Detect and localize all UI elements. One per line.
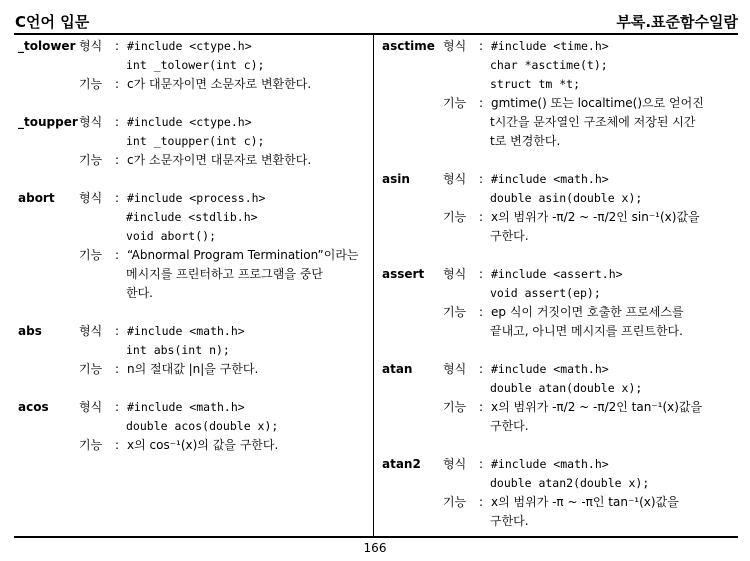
function-row [79,151,127,170]
function-name: acos [18,400,49,414]
colon-mark: : [115,39,120,53]
function-name: abort [18,191,55,205]
description-line: x의 cos⁻¹(x)의 값을 구한다. [127,438,279,452]
colon-mark: : [115,324,120,338]
top-rule [14,33,738,35]
description-line: 구한다. [490,229,529,243]
form-label: 형식 [79,191,103,205]
form-label: 형식 [443,457,467,471]
function-label: 기능 [79,362,103,376]
description-line: ep 식이 거짓이면 호출한 프로세스를 [491,305,684,319]
function-row [443,493,491,512]
form-row [79,322,127,341]
function-label: 기능 [443,305,467,319]
form-row [79,189,127,208]
form-row [79,113,127,132]
function-name: asctime [382,39,435,53]
function-row [443,208,491,227]
book-title: C언어 입문 [15,13,90,31]
colon-mark: : [479,267,484,281]
function-name: abs [18,324,42,338]
description-line: x의 범위가 -π ~ -π인 tan⁻¹(x)값을 [491,495,679,509]
form-label: 형식 [443,172,467,186]
syntax-line: #include <stdlib.h> [126,210,258,224]
column-divider [373,35,374,536]
syntax-line: #include <math.h> [491,457,609,471]
form-row [443,170,491,189]
syntax-line: #include <assert.h> [491,267,623,281]
colon-mark: : [115,248,120,262]
description-line: t시간을 문자열인 구조체에 저장된 시간 [490,115,696,129]
syntax-line: #include <math.h> [491,172,609,186]
description-line: c가 소문자이면 대문자로 변환한다. [127,153,312,167]
function-name: _tolower [18,39,76,53]
function-name: _toupper [18,115,78,129]
page-number: 166 [363,541,387,555]
function-label: 기능 [443,400,467,414]
description-line: n의 절대값 |n|을 구한다. [127,362,259,376]
colon-mark: : [115,400,120,414]
section-title: 부록.표준함수일람 [616,13,738,31]
function-label: 기능 [79,248,103,262]
bottom-rule [14,536,738,538]
syntax-line: double asin(double x); [490,191,643,205]
syntax-line: char *asctime(t); [490,58,608,72]
description-line: 구한다. [490,514,529,528]
description-line: gmtime() 또는 localtime()으로 얻어진 [491,96,704,110]
description-line: t로 변경한다. [490,134,561,148]
syntax-line: void abort(); [126,229,217,243]
syntax-line: struct tm *t; [490,77,581,91]
form-row [443,360,491,379]
syntax-line: #include <time.h> [491,39,609,53]
syntax-line: #include <process.h> [127,191,266,205]
description-line: c가 대문자이면 소문자로 변환한다. [127,77,312,91]
syntax-line: #include <math.h> [491,362,609,376]
form-label: 형식 [79,115,103,129]
syntax-line: #include <math.h> [127,400,245,414]
function-name: assert [382,267,425,281]
colon-mark: : [479,39,484,53]
colon-mark: : [479,362,484,376]
colon-mark: : [479,96,484,110]
description-line: 한다. [126,286,153,300]
form-row [79,398,127,417]
description-line: “Abnormal Program Termination”이라는 [127,248,359,262]
syntax-line: #include <ctype.h> [127,115,252,129]
description-line: x의 범위가 -π/2 ~ -π/2인 sin⁻¹(x)값을 [491,210,700,224]
description-line: 메시지를 프린터하고 프로그램을 중단 [126,267,323,281]
function-label: 기능 [79,153,103,167]
form-label: 형식 [443,267,467,281]
colon-mark: : [115,153,120,167]
function-row [443,398,491,417]
function-name: atan [382,362,413,376]
function-row [79,246,127,265]
syntax-line: int abs(int n); [126,343,230,357]
form-row [443,455,491,474]
colon-mark: : [115,77,120,91]
syntax-line: double atan(double x); [490,381,643,395]
colon-mark: : [479,400,484,414]
colon-mark: : [115,438,120,452]
colon-mark: : [479,495,484,509]
form-label: 형식 [443,39,467,53]
syntax-line: int _toupper(int c); [126,134,265,148]
syntax-line: double acos(double x); [126,419,279,433]
function-name: asin [382,172,410,186]
description-line: x의 범위가 -π/2 ~ -π/2인 tan⁻¹(x)값을 [491,400,703,414]
syntax-line: int _tolower(int c); [126,58,265,72]
syntax-line: #include <math.h> [127,324,245,338]
colon-mark: : [479,305,484,319]
function-name: atan2 [382,457,421,471]
function-label: 기능 [443,210,467,224]
form-row [443,37,491,56]
function-label: 기능 [443,96,467,110]
function-row [443,303,491,322]
description-line: 끝내고, 아니면 메시지를 프린트한다. [490,324,683,338]
description-line: 구한다. [490,419,529,433]
colon-mark: : [115,362,120,376]
function-row [79,436,127,455]
colon-mark: : [479,210,484,224]
function-label: 기능 [443,495,467,509]
colon-mark: : [115,191,120,205]
form-row [443,265,491,284]
form-label: 형식 [79,400,103,414]
function-label: 기능 [79,438,103,452]
syntax-line: #include <ctype.h> [127,39,252,53]
form-label: 형식 [443,362,467,376]
function-row [443,94,491,113]
colon-mark: : [479,172,484,186]
function-row [79,360,127,379]
colon-mark: : [115,115,120,129]
form-label: 형식 [79,324,103,338]
syntax-line: void assert(ep); [490,286,601,300]
function-label: 기능 [79,77,103,91]
function-row [79,75,127,94]
colon-mark: : [479,457,484,471]
syntax-line: double atan2(double x); [490,476,650,490]
form-row [79,37,127,56]
form-label: 형식 [79,39,103,53]
